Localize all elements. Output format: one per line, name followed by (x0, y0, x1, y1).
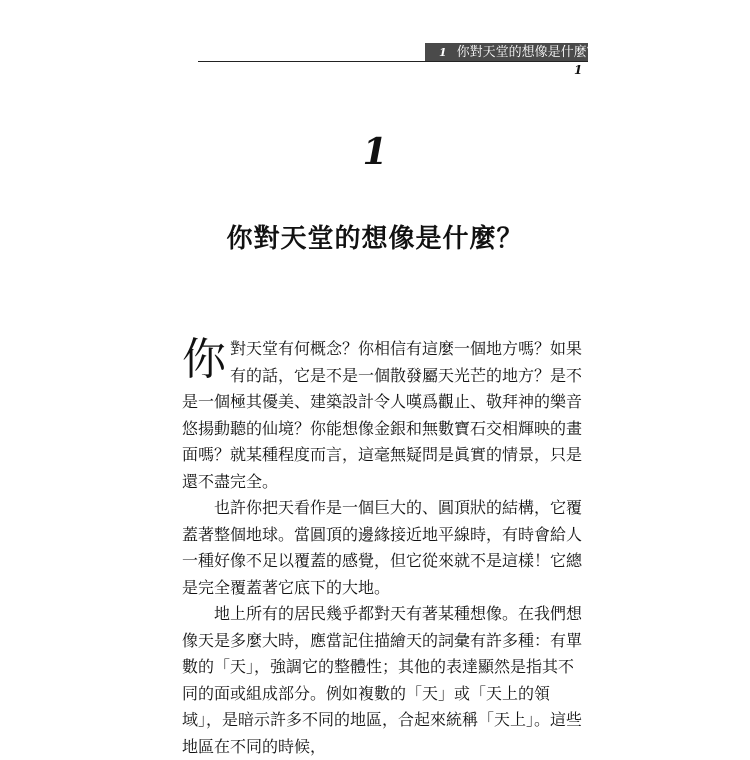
paragraph-3: 地上所有的居民幾乎都對天有著某種想像。在我們想像天是多麼大時，應當記住描繪天的詞彙有許多種：有單數的「天」，強調它的整體性；其他的表達顯然是指其不同的面或組成部分。例如複數的「天」或「天上的領域」，是暗示許多不同的地區，合起來統稱「天上」。這些地區在不同的時候， (182, 604, 583, 756)
chapter-number: 1 (362, 131, 388, 173)
paragraph-1-text: 對天堂有何概念？你相信有這麼一個地方嗎？如果有的話，它是不是一個散發屬天光芒的地方？是不是一個極其優美、建築設計令人嘆爲觀止、敬拜神的樂音悠揚動聽的仙境？你能想像金銀和無數寶石交相輝映的畫面嗎？就某種程度而言，這毫無疑問是眞實的情景，只是還不盡完全。 (182, 339, 583, 491)
chapter-title: 你對天堂的想像是什麼？ (226, 224, 524, 254)
running-head-rule (198, 61, 588, 62)
paragraph-1 (182, 336, 584, 495)
running-head-title: 你對天堂的想像是什麼？ (456, 45, 600, 60)
running-head-bar (425, 43, 600, 62)
running-head (198, 43, 600, 62)
body-text (182, 336, 584, 760)
paragraph-2: 也許你把天看作是一個巨大的、圓頂狀的結構，它覆蓋著整個地球。當圓頂的邊緣接近地平線時，有時會給人一種好像不足以覆蓋的感覺，但它從來就不是這樣！它總是完全覆蓋著它底下的大地。 (182, 498, 583, 597)
running-head-chapter-number: 1 (439, 46, 447, 59)
drop-cap: 你 (182, 334, 226, 385)
page-number: 1 (574, 63, 583, 77)
